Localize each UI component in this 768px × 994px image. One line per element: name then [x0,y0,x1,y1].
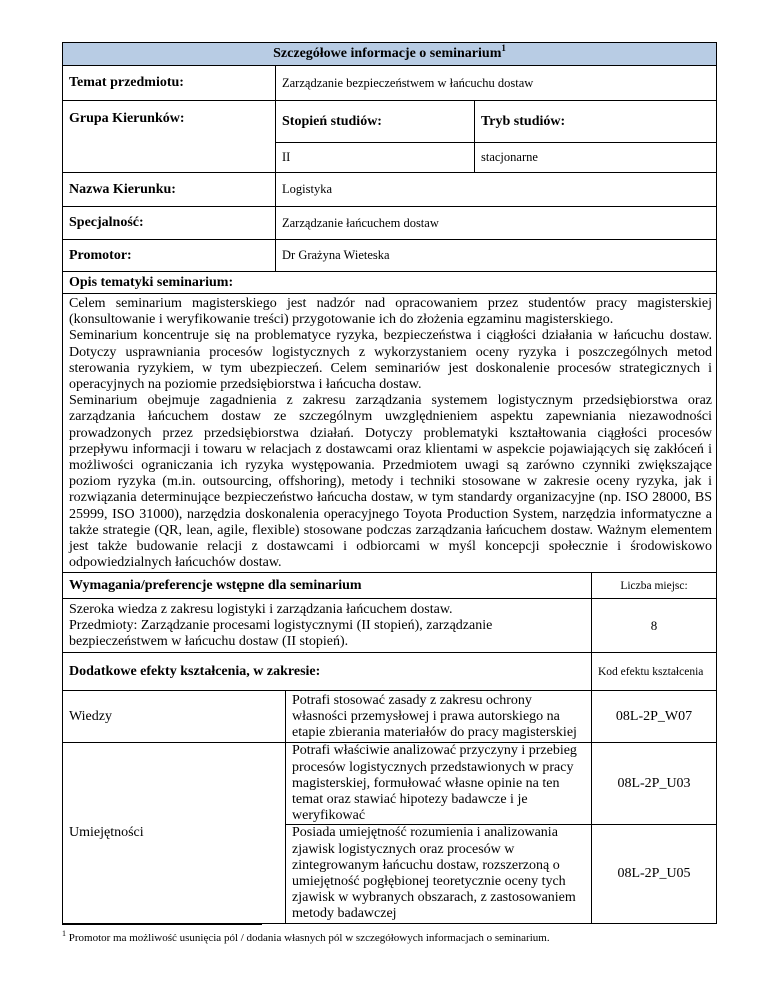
efekt-code: 08L-2P_U03 [592,743,717,825]
opis-body-row [63,294,717,573]
kod-efektu-label: Kod efektu kształcenia [592,653,717,691]
kierunek-value: Logistyka [276,173,717,207]
specjalnosc-row [63,207,717,240]
specjalnosc-label: Specjalność: [63,207,276,240]
kierunek-label: Nazwa Kierunku: [63,173,276,207]
grupa-label: Grupa Kierunków: [63,101,276,173]
efekty-title: Dodatkowe efekty kształcenia, w zakresie: [63,653,592,691]
footnote-separator [62,924,262,925]
wiedza-label: Wiedzy [63,691,286,743]
footnote-mark: 1 [501,43,506,53]
table-title: Szczegółowe informacje o seminarium$^1$ [63,43,717,66]
seminar-info-table [62,42,717,924]
liczba-miejsc-value: 8 [592,599,717,653]
wymagania-title: Wymagania/preferencje wstępne dla seminarium [63,573,592,599]
footnote-number: 1 [62,929,66,938]
header-row [63,43,717,66]
efekt-row [63,691,717,743]
stopien-value: II [276,143,475,173]
opis-paragraph: Seminarium koncentruje się na problematyce ryzyka, bezpieczeństwa i ciągłości działania w łańcuchu dostaw. Dotyczy usprawniania procesów logistycznych z wykorzystaniem oceny ryzyka i poszczególnych metod sterowania ryzykiem, w tym ubezpieczeń. Celem seminariów jest doskonalenie procesów strategicznych i operacyjnych na poziomie przedsiębiorstwa i łańcucha dostaw. [69,328,713,393]
promotor-row [63,240,717,272]
footnote-text: Promotor ma możliwość usunięcia pól / dodania własnych pól w szczegółowych informacjach o seminarium. [68,932,550,944]
opis-title: Opis tematyki seminarium: [63,272,717,294]
wymagania-line: Szeroka wiedza z zakresu logistyki i zarządzania łańcuchem dostaw. [69,601,453,617]
efekt-code: 08L-2P_U05 [592,825,717,923]
efekt-text: Posiada umiejętność rozumienia i analizowania zjawisk logistycznych oraz procesów w zintegrowanym łańcuchu dostaw, rozszerzoną o umiejętność pogłębionej teoretycznie oceny tych zjawisk w wybranych obszarach, z zastosowaniem metody badawczej [286,825,592,923]
kierunek-row [63,173,717,207]
specjalnosc-value: Zarządzanie łańcuchem dostaw [276,207,717,240]
promotor-label: Promotor: [63,240,276,272]
liczba-miejsc-label: Liczba miejsc: [592,573,717,599]
efekt-text: Potrafi właściwie analizować przyczyny i przebieg procesów logistycznych przedstawionych w pracy magisterskiej, formułować własne opinie na ten temat oraz stawiać hipotezy badawcze i je weryfikować [286,743,592,825]
wymagania-body-row [63,599,717,653]
tryb-value: stacjonarne [475,143,717,173]
opis-paragraph: Seminarium obejmuje zagadnienia z zakresu zarządzania systemem logistycznym przedsiębiorstwa oraz zarządzania łańcuchem dostaw ze szczególnym uwzględnieniem aspektu zapewniania niezawodności prowadzonych przez przedsiębiorstwa działań. Dotyczy problematyki kształtowania ciągłości procesów przepływu informacji i towaru w relacjach z dostawcami oraz klientami w aspekcie pojawiających się zakłóceń i możliwości ograniczania ich ryzyka występowania. Przedmiotem uwagi są zarówno czynniki zwiększające poziom ryzyka (m.in. outsourcing, offshoring), metody i techniki stosowane w zakresie oceny ryzyka, jak i rozwiązania determinujące bezpieczeństwo łańcucha dostaw, w tym standardy organizacyjne (np. ISO 28000, BS 25999, ISO 31000), narzędzia doskonalenia operacyjnego Toyota Production System, narzędzia informatyczne a także strategie (QR, lean, agile, flexible) stosowane podczas zarządzania łańcuchem dostaw. Ważnym elementem jest także budowanie relacji z dostawcami i odbiorcami w myśl koncepcji społecznie i środowiskowo odpowiedzialnych łańcuchów dostaw. [69,393,713,571]
opis-paragraph: Celem seminarium magisterskiego jest nadzór nad opracowaniem przez studentów pracy magisterskiej (konsultowanie i weryfikowanie treści) przygotowanie ich do złożenia egzaminu magisterskiego. [69,296,713,328]
efekty-title-row [63,653,717,691]
temat-row [63,66,717,101]
efekt-text: Potrafi stosować zasady z zakresu ochrony własności przemysłowej i prawa autorskiego na etapie zbierania materiałów do pracy magisterskiej [286,691,592,743]
grupa-row [63,101,717,143]
temat-value: Zarządzanie bezpieczeństwem w łańcuchu dostaw [276,66,717,101]
wymagania-title-row [63,573,717,599]
opis-title-row [63,272,717,294]
umiejetnosci-label: Umiejętności [63,743,286,923]
tryb-label: Tryb studiów: [475,101,717,143]
seminar-document [62,42,716,924]
wymagania-body [63,599,592,653]
temat-label: Temat przedmiotu: [63,66,276,101]
wymagania-line: Przedmioty: Zarządzanie procesami logistycznymi (II stopień), zarządzanie bezpieczeństwem w łańcuchu dostaw (II stopień). [69,617,493,650]
footnote [62,929,550,944]
efekt-row [63,743,717,825]
opis-body [63,294,717,573]
stopien-label: Stopień studiów: [276,101,475,143]
efekt-code: 08L-2P_W07 [592,691,717,743]
promotor-value: Dr Grażyna Wieteska [276,240,717,272]
